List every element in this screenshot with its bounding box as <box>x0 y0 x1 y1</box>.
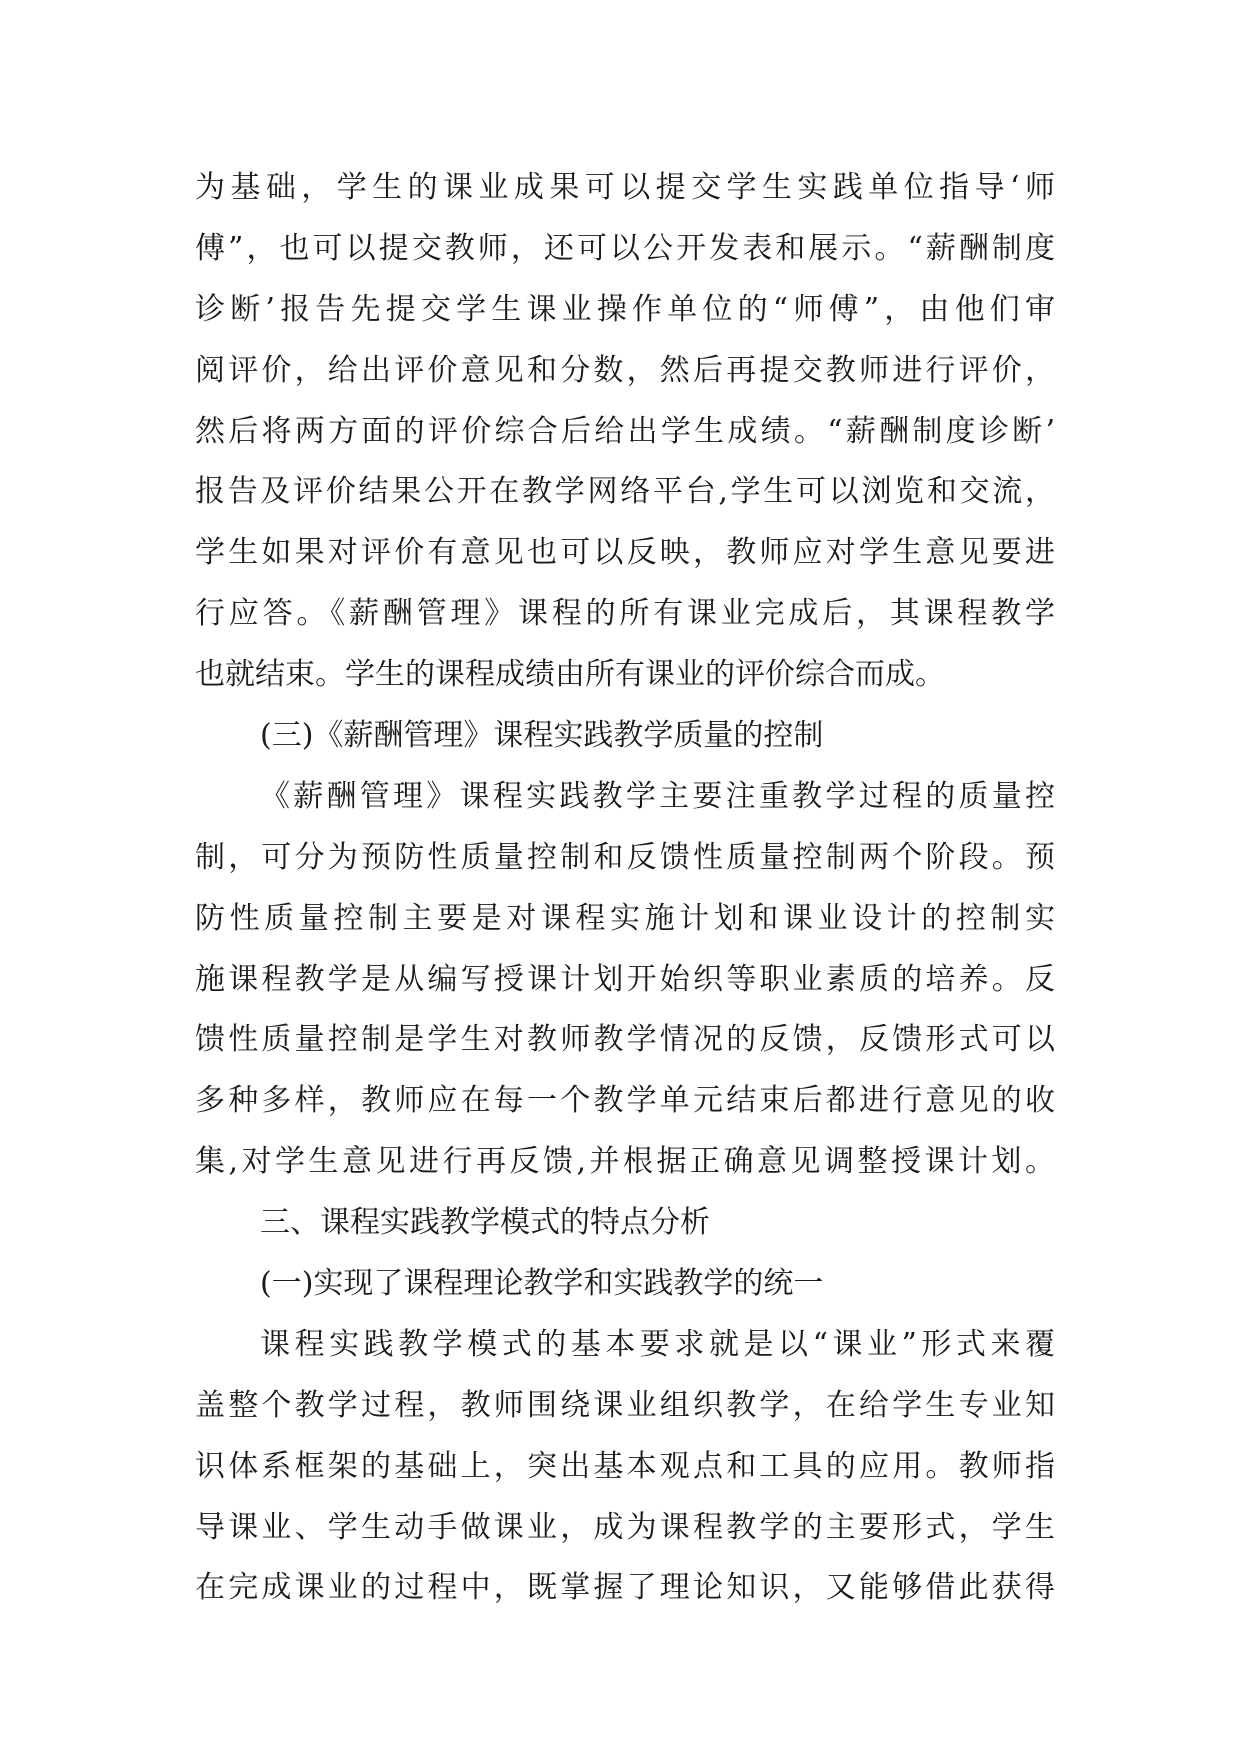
body-text <box>195 158 1055 1619</box>
text-line: 盖整个教学过程，教师围绕课业组织教学，在给学生专业知 <box>195 1387 1055 1423</box>
text-line: (三)《薪酬管理》课程实践教学质量的控制 <box>260 718 824 754</box>
text-line: 报告及评价结果公开在教学网络平台,学生可以浏览和交流， <box>195 474 1055 510</box>
text-line: 导课业、学生动手做课业，成为课程教学的主要形式，学生 <box>195 1509 1055 1545</box>
text-line: 三、课程实践教学模式的特点分析 <box>260 1205 710 1241</box>
text-line: 也就结束。学生的课程成绩由所有课业的评价综合而成。 <box>195 657 945 693</box>
text-line: 《薪酬管理》课程实践教学主要注重教学过程的质量控 <box>260 778 1055 814</box>
text-line: 防性质量控制主要是对课程实施计划和课业设计的控制实 <box>195 900 1055 936</box>
text-line: 阅评价，给出评价意见和分数，然后再提交教师进行评价， <box>195 352 1055 388</box>
text-line: 多种多样，教师应在每一个教学单元结束后都进行意见的收 <box>195 1083 1055 1119</box>
text-line: 制，可分为预防性质量控制和反馈性质量控制两个阶段。预 <box>195 839 1055 875</box>
text-line: 诊断’报告先提交学生课业操作单位的“师傅”，由他们审 <box>195 291 1055 327</box>
text-line: 识体系框架的基础上，突出基本观点和工具的应用。教师指 <box>195 1448 1055 1484</box>
text-line: 傅”，也可以提交教师，还可以公开发表和展示。“薪酬制度 <box>195 230 1055 266</box>
text-line: 然后将两方面的评价综合后给出学生成绩。“薪酬制度诊断’ <box>195 413 1055 449</box>
text-line: (一)实现了课程理论教学和实践教学的统一 <box>260 1266 824 1302</box>
text-line: 行应答。《薪酬管理》课程的所有课业完成后，其课程教学 <box>195 596 1055 632</box>
text-line: 为基础，学生的课业成果可以提交学生实践单位指导‘师 <box>195 170 1055 205</box>
text-line: 施课程教学是从编写授课计划开始织等职业素质的培养。反 <box>195 961 1055 997</box>
text-line: 课程实践教学模式的基本要求就是以“课业”形式来覆 <box>260 1326 1055 1362</box>
text-line: 集,对学生意见进行再反馈,并根据正确意见调整授课计划。 <box>195 1144 1055 1180</box>
text-line: 在完成课业的过程中，既掌握了理论知识，又能够借此获得 <box>195 1570 1055 1606</box>
text-line: 馈性质量控制是学生对教师教学情况的反馈，反馈形式可以 <box>195 1022 1055 1058</box>
text-line: 学生如果对评价有意见也可以反映，教师应对学生意见要进 <box>195 535 1055 571</box>
